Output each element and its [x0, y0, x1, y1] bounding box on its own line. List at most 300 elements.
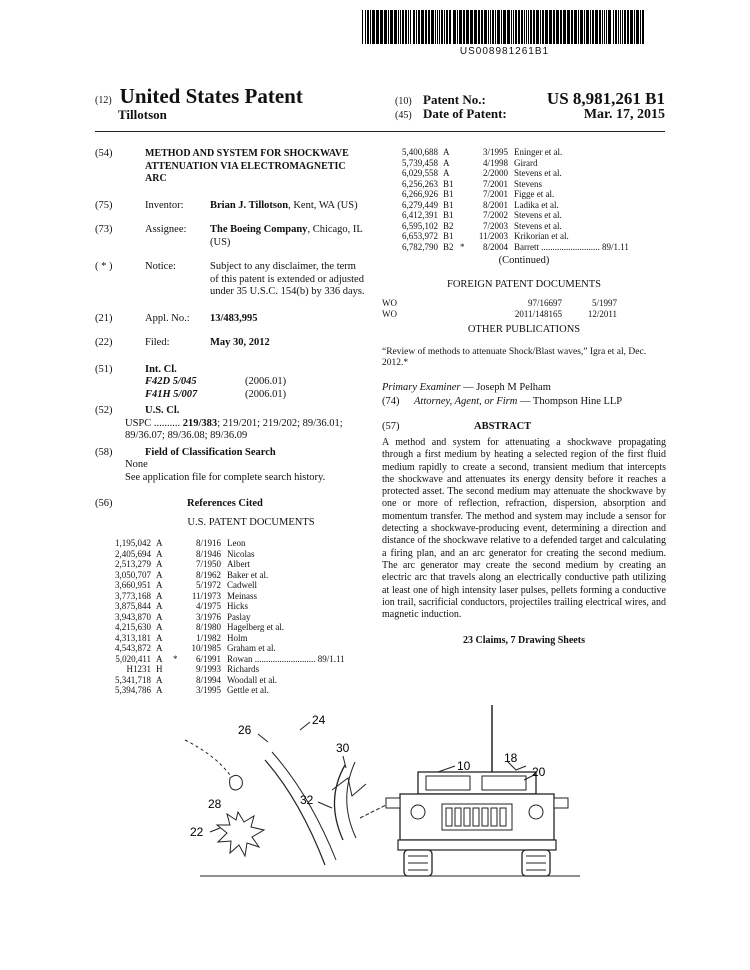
intcl-version: (2006.01): [245, 388, 287, 400]
barcode-bar: [640, 10, 641, 44]
citation-number: 5,341,718: [115, 674, 151, 685]
citation-number: 3,773,168: [115, 590, 151, 601]
citation-kind: A: [156, 538, 163, 548]
notice-code: ( * ): [95, 261, 113, 272]
citation-date: 4/1998: [482, 157, 508, 168]
appl-label: Appl. No.:: [145, 312, 190, 324]
right-column: [382, 147, 666, 648]
citation-number: 2,513,279: [115, 559, 151, 569]
uspc-line: [95, 418, 367, 443]
citation-number: 5,400,688: [402, 147, 438, 157]
citation-name: Richards: [227, 664, 259, 674]
citation-row: [386, 200, 666, 211]
citation-kind: A: [156, 569, 163, 580]
citation-star: [173, 622, 181, 633]
attorney-label: Attorney, Agent, or Firm: [414, 396, 518, 407]
citation-kind: B1: [443, 189, 454, 199]
citation-row: [99, 685, 367, 696]
barcode: [362, 10, 647, 44]
other-pubs-heading: OTHER PUBLICATIONS: [467, 324, 581, 335]
uspc-main: 219/383: [182, 417, 218, 429]
barcode-bar: [636, 10, 639, 44]
citation-name: Graham et al.: [227, 643, 276, 653]
barcode-bar: [384, 10, 387, 44]
assignee-name: The Boeing Company: [210, 224, 308, 235]
citation-number: 5,020,411: [115, 653, 151, 664]
barcode-bar: [634, 10, 635, 44]
trajectory-path: [185, 740, 230, 775]
barcode-bar: [416, 10, 417, 44]
drawing-svg: [160, 700, 580, 890]
patent-no-value: US 8,981,261 B1: [546, 89, 665, 108]
barcode-bar: [586, 10, 589, 44]
side-mirror: [386, 798, 400, 808]
intcl-row: [145, 376, 367, 389]
citation-number: 6,653,972: [402, 231, 438, 241]
citation-name: Hagelberg et al.: [227, 622, 285, 632]
notice-text: Subject to any disclaimer, the term of this patent is extended or adjusted under 35 U.S.C. 154(b) by 336 days.: [210, 261, 365, 297]
citation-row: [99, 643, 367, 654]
barcode-bar: [435, 10, 436, 44]
citation-row: [386, 242, 666, 253]
citation-star: [460, 189, 468, 200]
citation-kind: A: [443, 147, 450, 157]
barcode-bar: [563, 10, 566, 44]
barcode-bar: [444, 10, 445, 44]
citation-kind: A: [443, 168, 450, 178]
citation-row: [386, 158, 666, 169]
leader-line: [300, 722, 310, 730]
ref-label-22: 22: [190, 825, 204, 839]
inventor-field: [95, 200, 367, 213]
barcode-bar: [488, 10, 489, 44]
citation-star: [460, 210, 468, 221]
barcode-bar: [526, 10, 527, 44]
examiner-name: — Joseph M Pelham: [460, 381, 551, 393]
attorney-name: — Thompson Hine LLP: [517, 396, 623, 407]
ref-label-32: 32: [300, 793, 314, 807]
attorney-line: [382, 396, 666, 409]
barcode-bar: [620, 10, 621, 44]
barcode-bar: [446, 10, 448, 44]
barcode-bar: [413, 10, 415, 44]
uscl-label: U.S. Cl.: [145, 405, 180, 416]
citation-row: [99, 664, 367, 675]
headlight: [411, 805, 425, 819]
arc-medium: [347, 762, 356, 838]
citation-number: 5,739,458: [402, 157, 438, 168]
barcode-bar: [624, 10, 626, 44]
citation-row: [386, 168, 666, 179]
citation-date: 1/1982: [195, 632, 221, 643]
citation-number: 6,782,790: [402, 241, 438, 252]
foreign-number: 2011/148165: [514, 308, 562, 319]
citation-date: 3/1995: [195, 685, 221, 695]
citation-date: 5/1972: [195, 580, 221, 590]
citation-row: [99, 601, 367, 612]
filed-code: (22): [95, 337, 113, 348]
barcode-bar: [492, 10, 494, 44]
barcode-bar: [613, 10, 614, 44]
header-rule: [95, 131, 665, 132]
barcode-bar: [402, 10, 404, 44]
barcode-bar: [380, 10, 383, 44]
foreign-date: 5/1997: [591, 298, 617, 308]
barcode-bars: [362, 10, 647, 44]
citation-star: [173, 643, 181, 654]
bumper: [398, 840, 556, 850]
citation-number: 6,412,391: [402, 210, 438, 220]
barcode-bar: [466, 10, 469, 44]
barcode-bar: [439, 10, 440, 44]
citation-star: [173, 601, 181, 612]
barcode-bar: [584, 10, 585, 44]
citation-date: 8/1946: [195, 548, 221, 559]
barcode-bar: [400, 10, 401, 44]
barcode-bar: [431, 10, 434, 44]
citation-name: Krikorian et al.: [514, 231, 569, 241]
uspc-label: USPC ..........: [125, 417, 181, 429]
projectile-shape: [230, 775, 243, 790]
citation-date: 6/1991: [195, 653, 221, 664]
barcode-bar: [533, 10, 535, 44]
citation-kind: A: [156, 685, 163, 695]
citation-kind: A: [156, 653, 163, 664]
citation-name: Girard: [514, 157, 538, 168]
barcode-bar: [370, 10, 371, 44]
citation-kind: A: [156, 601, 163, 611]
filed-label: Filed:: [145, 337, 170, 348]
citation-date: 4/1975: [195, 601, 221, 611]
barcode-bar: [549, 10, 552, 44]
search-text: [95, 459, 367, 484]
citation-kind: A: [156, 622, 163, 632]
citation-star: [173, 685, 181, 696]
citation-star: [173, 633, 181, 644]
citation-row: [99, 591, 367, 602]
refs-label: References Cited: [187, 498, 263, 509]
search-see: See application file for complete search history.: [125, 471, 326, 483]
citation-row: [386, 210, 666, 221]
inventor-location: , Kent, WA (US): [288, 199, 358, 211]
arc-medium: [334, 765, 345, 840]
vehicle-window: [482, 776, 526, 790]
appl-number: 13/483,995: [210, 312, 258, 324]
citation-name: Paslay: [227, 611, 251, 622]
kind-title: United States Patent: [119, 84, 303, 108]
citation-star: [460, 179, 468, 190]
barcode-bar: [553, 10, 555, 44]
barcode-bar: [515, 10, 517, 44]
barcode-bar: [606, 10, 607, 44]
barcode-bar: [441, 10, 443, 44]
intcl-code: (51): [95, 363, 113, 375]
citation-date: 10/1985: [191, 643, 221, 653]
citation-star: [173, 612, 181, 623]
ref-label-30: 30: [336, 741, 350, 755]
us-docs-list: [95, 538, 367, 696]
barcode-bar: [615, 10, 617, 44]
barcode-bar: [595, 10, 598, 44]
citation-date: 8/1962: [195, 569, 221, 580]
abstract-code: (57): [382, 420, 400, 432]
inventor-code: (75): [95, 199, 113, 211]
barcode-bar: [511, 10, 512, 44]
assignee-location: , Chicago, IL (US): [210, 224, 363, 248]
arc-zigzag: [332, 778, 366, 796]
barcode-bar: [627, 10, 629, 44]
citation-kind: B1: [443, 231, 454, 241]
barcode-bar: [528, 10, 529, 44]
citation-star: [460, 158, 468, 169]
citation-star: [460, 200, 468, 211]
barcode-bar: [536, 10, 539, 44]
barcode-bar: [470, 10, 473, 44]
barcode-bar: [630, 10, 633, 44]
us-docs-heading: U.S. PATENT DOCUMENTS: [187, 516, 315, 528]
citation-row: [99, 538, 367, 549]
citation-name: Barrett .......................... 89/1.11: [514, 241, 629, 252]
citation-row: [99, 654, 367, 665]
citation-number: 6,266,926: [402, 189, 438, 199]
citation-name: Meinass: [227, 590, 257, 601]
citation-star: [173, 570, 181, 581]
citation-name: Stevens et al.: [514, 210, 562, 220]
citation-date: 11/2003: [478, 231, 508, 241]
citation-star: *: [173, 653, 178, 664]
citation-kind: B1: [443, 210, 454, 220]
citation-star: [173, 580, 181, 591]
barcode-bar: [503, 10, 506, 44]
barcode-bar: [481, 10, 483, 44]
citation-name: Hicks: [227, 601, 248, 611]
citation-row: [99, 633, 367, 644]
citation-name: Holm: [227, 632, 248, 643]
date-value: Mar. 17, 2015: [583, 107, 665, 122]
barcode-bar: [571, 10, 573, 44]
citation-date: 7/2003: [482, 220, 508, 231]
citation-number: 6,279,449: [402, 199, 438, 210]
notice-field: [95, 261, 367, 299]
uscl-code: (52): [95, 405, 113, 416]
citation-row: [99, 549, 367, 560]
foreign-country: WO: [382, 298, 397, 308]
citation-number: 4,215,630: [115, 622, 151, 632]
foreign-doc-row: [382, 298, 666, 309]
citation-date: 8/2001: [482, 199, 508, 210]
assignee-label: Assignee:: [145, 224, 187, 235]
citation-kind: B2: [443, 220, 454, 231]
citation-name: Woodall et al.: [227, 674, 278, 685]
citation-number: 6,595,102: [402, 220, 438, 231]
citation-star: [460, 147, 468, 158]
citation-row: [99, 580, 367, 591]
citation-date: 7/2002: [482, 210, 508, 220]
citation-kind: A: [443, 157, 450, 168]
patent-no-code: (10): [395, 96, 412, 107]
inventor-label: Inventor:: [145, 199, 184, 211]
barcode-bar: [478, 10, 480, 44]
ref-label-18: 18: [504, 751, 518, 765]
citation-star: [173, 664, 181, 675]
citation-date: 7/2001: [482, 189, 508, 199]
foreign-country: WO: [382, 308, 397, 319]
barcode-bar: [372, 10, 375, 44]
citation-row: [99, 570, 367, 581]
barcode-bar: [592, 10, 594, 44]
appl-field: [95, 313, 367, 326]
citation-row: [99, 622, 367, 633]
intcl-field: [95, 364, 367, 377]
foreign-number: 97/16697: [527, 298, 562, 308]
barcode-bar: [542, 10, 544, 44]
barcode-bar: [376, 10, 379, 44]
left-column: [95, 148, 367, 696]
leader-line: [438, 766, 455, 772]
barcode-bar: [459, 10, 462, 44]
citation-star: [460, 168, 468, 179]
barcode-bar: [463, 10, 465, 44]
inventor-surname: Tillotson: [118, 107, 167, 122]
citation-kind: B2: [443, 241, 454, 252]
filed-date: May 30, 2012: [210, 337, 270, 348]
barcode-bar: [428, 10, 430, 44]
citation-star: [173, 549, 181, 560]
barcode-bar: [408, 10, 409, 44]
barcode-bar: [608, 10, 611, 44]
citation-date: 8/1916: [195, 538, 221, 548]
shockwave-curve: [265, 760, 325, 865]
citation-star: [460, 221, 468, 232]
ref-label-10: 10: [457, 759, 471, 773]
intcl-rows: [95, 376, 367, 401]
refs-code: (56): [95, 498, 113, 509]
citation-star: [173, 591, 181, 602]
foreign-doc-row: [382, 309, 666, 320]
explosion-burst: [217, 812, 264, 856]
barcode-bar: [618, 10, 619, 44]
citation-number: 2,405,694: [115, 548, 151, 559]
barcode-bar: [574, 10, 577, 44]
search-label: Field of Classification Search: [145, 446, 276, 458]
citation-number: 6,029,558: [402, 168, 438, 178]
barcode-bar: [362, 10, 363, 44]
barcode-bar: [513, 10, 514, 44]
citation-kind: A: [156, 580, 163, 590]
citation-name: Leon: [227, 538, 246, 548]
citation-star: [173, 559, 181, 570]
citation-name: Stevens et al.: [514, 168, 562, 178]
appl-code: (21): [95, 312, 113, 324]
foreign-docs-list: [382, 298, 666, 319]
barcode-bar: [390, 10, 393, 44]
refs-field: [95, 498, 367, 511]
ref-label-28: 28: [208, 797, 222, 811]
citation-row: [386, 231, 666, 242]
barcode-bar: [521, 10, 523, 44]
intcl-class: F42D 5/045: [145, 376, 197, 387]
citation-name: Albert: [227, 559, 250, 569]
barcode-bar: [394, 10, 397, 44]
barcode-bar: [556, 10, 559, 44]
examiner-label: Primary Examiner: [382, 381, 461, 393]
barcode-bar: [599, 10, 601, 44]
citation-name: Eninger et al.: [514, 147, 563, 157]
notice-label: Notice:: [145, 261, 176, 272]
barcode-bar: [365, 10, 366, 44]
invention-title: METHOD AND SYSTEM FOR SHOCKWAVE ATTENUATION VIA ELECTROMAGNETIC ARC: [145, 148, 349, 184]
barcode-bar: [449, 10, 451, 44]
intcl-row: [145, 389, 367, 402]
barcode-bar: [437, 10, 438, 44]
continued-label: (Continued): [498, 255, 550, 266]
assignee-code: (73): [95, 224, 113, 235]
uscl-field: [95, 405, 367, 418]
citation-date: 11/1973: [191, 590, 221, 601]
citation-number: 3,875,844: [115, 601, 151, 611]
citation-row: [99, 559, 367, 570]
citation-row: [386, 221, 666, 232]
attorney-code: (74): [382, 396, 400, 407]
side-mirror: [554, 798, 568, 808]
barcode-bar: [507, 10, 510, 44]
barcode-bar: [405, 10, 407, 44]
ref-label-20: 20: [532, 765, 546, 779]
citation-number: H1231: [126, 664, 151, 674]
barcode-bar: [540, 10, 541, 44]
patent-kind-header: [95, 84, 303, 109]
citation-date: 8/1994: [195, 674, 221, 685]
citation-name: Ladika et al.: [514, 199, 559, 210]
citation-kind: A: [156, 643, 163, 653]
citation-number: 6,256,263: [402, 178, 438, 189]
citation-row: [99, 675, 367, 686]
citation-name: Rowan ........................... 89/1.11: [227, 653, 345, 664]
barcode-bar: [490, 10, 491, 44]
barcode-bar: [367, 10, 369, 44]
vehicle-window: [426, 776, 470, 790]
citation-date: 7/1950: [195, 559, 221, 569]
barcode-bar: [580, 10, 583, 44]
title-code: (54): [95, 148, 113, 159]
barcode-bar: [388, 10, 389, 44]
barcode-bar: [642, 10, 644, 44]
citation-date: 3/1995: [482, 147, 508, 157]
barcode-bar: [425, 10, 427, 44]
claims-summary: 23 Claims, 7 Drawing Sheets: [463, 635, 585, 647]
examiner-line: [382, 382, 666, 395]
abstract-text: A method and system for attenuating a shockwave propagating through a first medium by heating a selected region of the first fluid medium rapidly to create a second, transient medium that intercepts the shockwave and attenuates its energy density before it reaches a protected asset. The second medium may attenuate the shockwave by one or more of reflection, refraction, dispersion, absorption and momentum transfer. The method and system may include a sensor for detecting a shockwave-producing event, determining a direction and distance of the shockwave relative to a defended target and calculating a firing plan, and an arc generator for creating the second medium. The arc generator may create the second medium by creating an electric arc that travels along an electrically conductive path utilizing at least one of high intensity laser pulses, pellets forming a conductive ion trail, sacrificial conductors, projectiles trailing electrical wires, and magnetic induction.: [382, 437, 666, 621]
citation-kind: A: [156, 611, 163, 622]
leader-line: [318, 802, 332, 808]
inventor-name: Brian J. Tillotson: [210, 199, 289, 211]
citation-star: *: [460, 241, 465, 252]
barcode-bar: [622, 10, 623, 44]
barcode-bar: [497, 10, 500, 44]
citation-number: 3,943,870: [115, 611, 151, 622]
ref-label-26: 26: [238, 723, 252, 737]
citation-kind: H: [156, 664, 163, 674]
citation-number: 3,050,707: [115, 569, 151, 580]
citation-date: 9/1993: [195, 664, 221, 674]
citation-name: Nicolas: [227, 548, 255, 559]
abstract-heading: ABSTRACT: [474, 420, 532, 432]
intcl-version: (2006.01): [245, 376, 287, 387]
barcode-bar: [524, 10, 525, 44]
date-label: Date of Patent:: [423, 106, 507, 121]
us-docs-continued-list: [382, 147, 666, 252]
search-none: None: [125, 459, 148, 470]
